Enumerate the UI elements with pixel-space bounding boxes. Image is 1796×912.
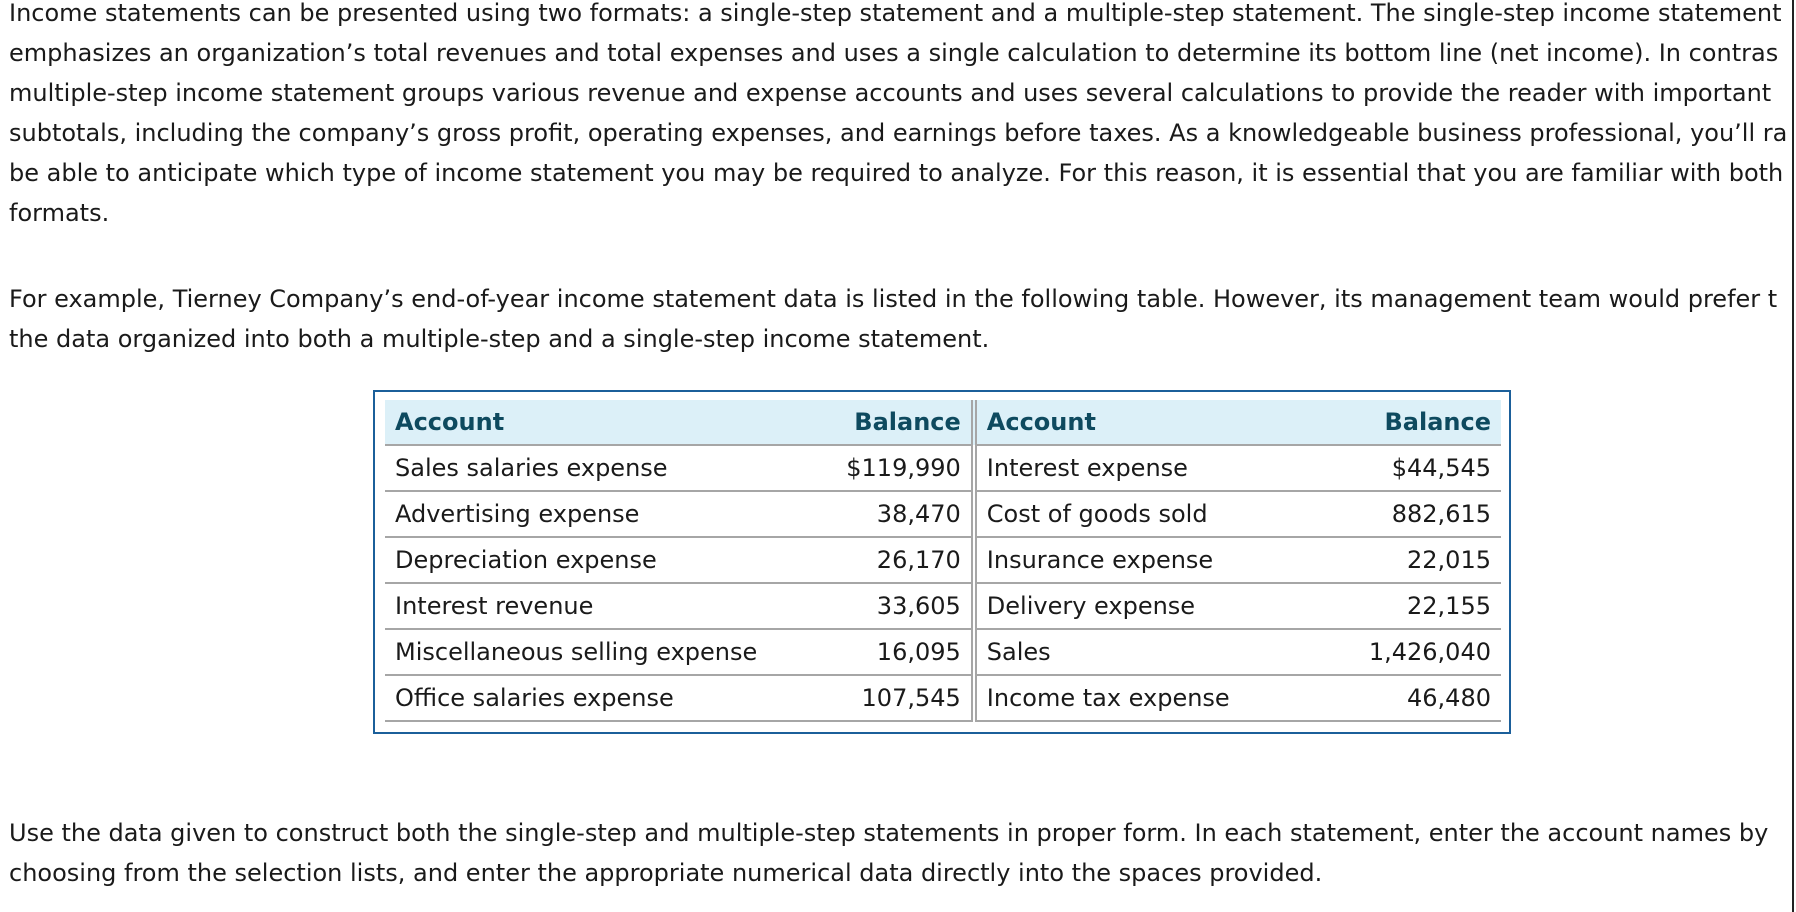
header-balance-left: Balance — [817, 400, 973, 445]
intro-line: multiple-step income statement groups various revenue and expense accounts and uses several calculations to provide the reader with important — [9, 79, 1772, 107]
header-balance-right: Balance — [1341, 400, 1501, 445]
left-balance-cell: 33,605 — [817, 583, 973, 629]
instructions-paragraph — [9, 813, 1794, 893]
right-balance-cell: 882,615 — [1341, 491, 1501, 537]
table-row — [385, 537, 1501, 583]
table-row — [385, 445, 1501, 491]
example-line: the data organized into both a multiple-step and a single-step income statement. — [9, 325, 990, 353]
instructions-line: Use the data given to construct both the single-step and multiple-step statements in proper form. In each statement, enter the account names by — [9, 819, 1769, 847]
left-account-cell: Office salaries expense — [385, 675, 817, 721]
intro-line: be able to anticipate which type of income statement you may be required to analyze. For this reason, it is essential that you are familiar with both — [9, 159, 1784, 187]
table-row — [385, 629, 1501, 675]
right-balance-cell: 46,480 — [1341, 675, 1501, 721]
right-account-cell: Income tax expense — [974, 675, 1341, 721]
right-balance-cell: $44,545 — [1341, 445, 1501, 491]
right-account-cell: Cost of goods sold — [974, 491, 1341, 537]
right-account-cell: Insurance expense — [974, 537, 1341, 583]
intro-paragraph — [9, 0, 1794, 233]
header-account-left: Account — [385, 400, 817, 445]
left-balance-cell: 16,095 — [817, 629, 973, 675]
right-balance-cell: 1,426,040 — [1341, 629, 1501, 675]
intro-line: Income statements can be presented using two formats: a single-step statement and a multiple-step statement. The single-step income statement — [9, 0, 1782, 27]
left-balance-cell: 38,470 — [817, 491, 973, 537]
header-account-right: Account — [974, 400, 1341, 445]
left-account-cell: Depreciation expense — [385, 537, 817, 583]
example-line: For example, Tierney Company’s end-of-year income statement data is listed in the following table. However, its management team would prefer t — [9, 285, 1778, 313]
instructions-line: choosing from the selection lists, and enter the appropriate numerical data directly into the spaces provided. — [9, 859, 1323, 887]
left-balance-cell: 26,170 — [817, 537, 973, 583]
left-account-cell: Miscellaneous selling expense — [385, 629, 817, 675]
right-account-cell: Delivery expense — [974, 583, 1341, 629]
table-header-row — [385, 400, 1501, 445]
left-account-cell: Advertising expense — [385, 491, 817, 537]
right-balance-cell: 22,015 — [1341, 537, 1501, 583]
table-row — [385, 583, 1501, 629]
left-account-cell: Sales salaries expense — [385, 445, 817, 491]
table-row — [385, 491, 1501, 537]
right-balance-cell: 22,155 — [1341, 583, 1501, 629]
intro-line: formats. — [9, 199, 110, 227]
left-balance-cell: 107,545 — [817, 675, 973, 721]
example-paragraph — [9, 279, 1794, 359]
intro-line: subtotals, including the company’s gross profit, operating expenses, and earnings before taxes. As a knowledgeable business professional, you’ll ra — [9, 119, 1788, 147]
account-balance-table — [385, 400, 1501, 722]
right-account-cell: Sales — [974, 629, 1341, 675]
account-balance-table-frame — [373, 390, 1511, 734]
left-balance-cell: $119,990 — [817, 445, 973, 491]
table-row — [385, 675, 1501, 721]
right-account-cell: Interest expense — [974, 445, 1341, 491]
intro-line: emphasizes an organization’s total revenues and total expenses and uses a single calculation to determine its bottom line (net income). In contras — [9, 39, 1779, 67]
left-account-cell: Interest revenue — [385, 583, 817, 629]
